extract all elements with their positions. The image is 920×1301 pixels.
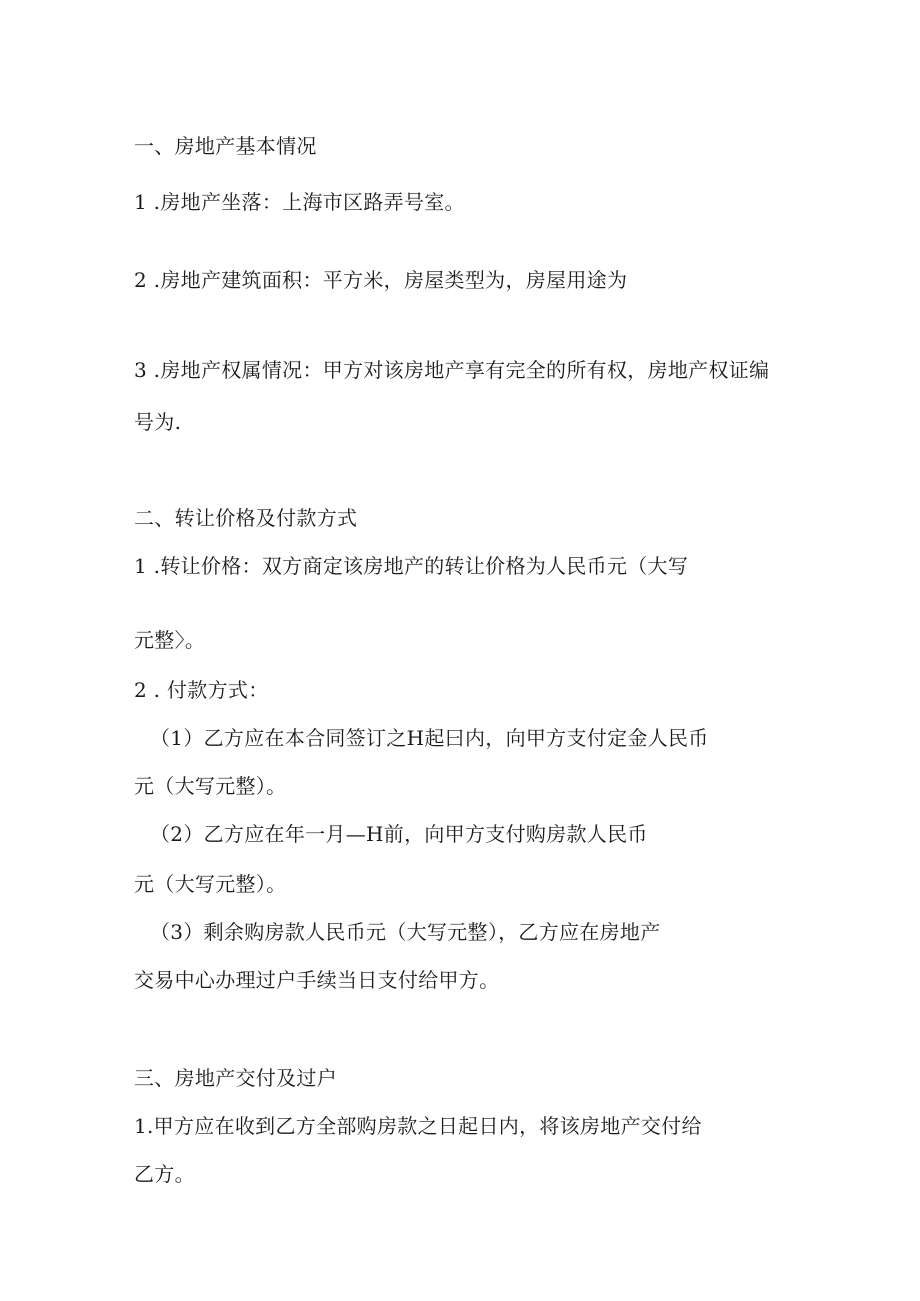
section-heading-price: 二、转让价格及付款方式 (134, 506, 358, 530)
paragraph-location: 1 .房地产坐落：上海市区路弄号室。 (134, 190, 465, 214)
paragraph-payment-2-cont: 元（大写元整）。 (134, 872, 287, 896)
section-heading-delivery: 三、房地产交付及过户 (134, 1066, 337, 1090)
paragraph-price-cont: 元整〉。 (134, 628, 206, 652)
paragraph-ownership: 3 .房地产权属情况：甲方对该房地产享有完全的所有权，房地产权证编 (134, 358, 770, 382)
paragraph-payment-3-cont: 交易中心办理过户手续当日支付给甲方。 (134, 968, 500, 992)
paragraph-delivery: 1.甲方应在收到乙方全部购房款之日起日内，将该房地产交付给 (134, 1114, 702, 1138)
paragraph-delivery-cont: 乙方。 (134, 1162, 195, 1186)
paragraph-payment-1: （1）乙方应在本合同签订之H起曰内，向甲方支付定金人民币 (150, 726, 709, 750)
paragraph-payment-3: （3）剩余购房款人民币元（大写元整），乙方应在房地产 (150, 920, 661, 944)
paragraph-payment-method: 2 . 付款方式： (134, 678, 269, 702)
paragraph-payment-1-cont: 元（大写元整）。 (134, 774, 287, 798)
paragraph-ownership-cont: 号为. (134, 410, 182, 434)
section-heading-basic-info: 一、房地产基本情况 (134, 134, 317, 158)
paragraph-payment-2: （2）乙方应在年一月—H前，向甲方支付购房款人民币 (150, 822, 648, 846)
paragraph-price: 1 .转让价格：双方商定该房地产的转让价格为人民币元（大写 (134, 554, 689, 578)
paragraph-area: 2 .房地产建筑面积：平方米，房屋类型为，房屋用途为 (134, 268, 628, 292)
